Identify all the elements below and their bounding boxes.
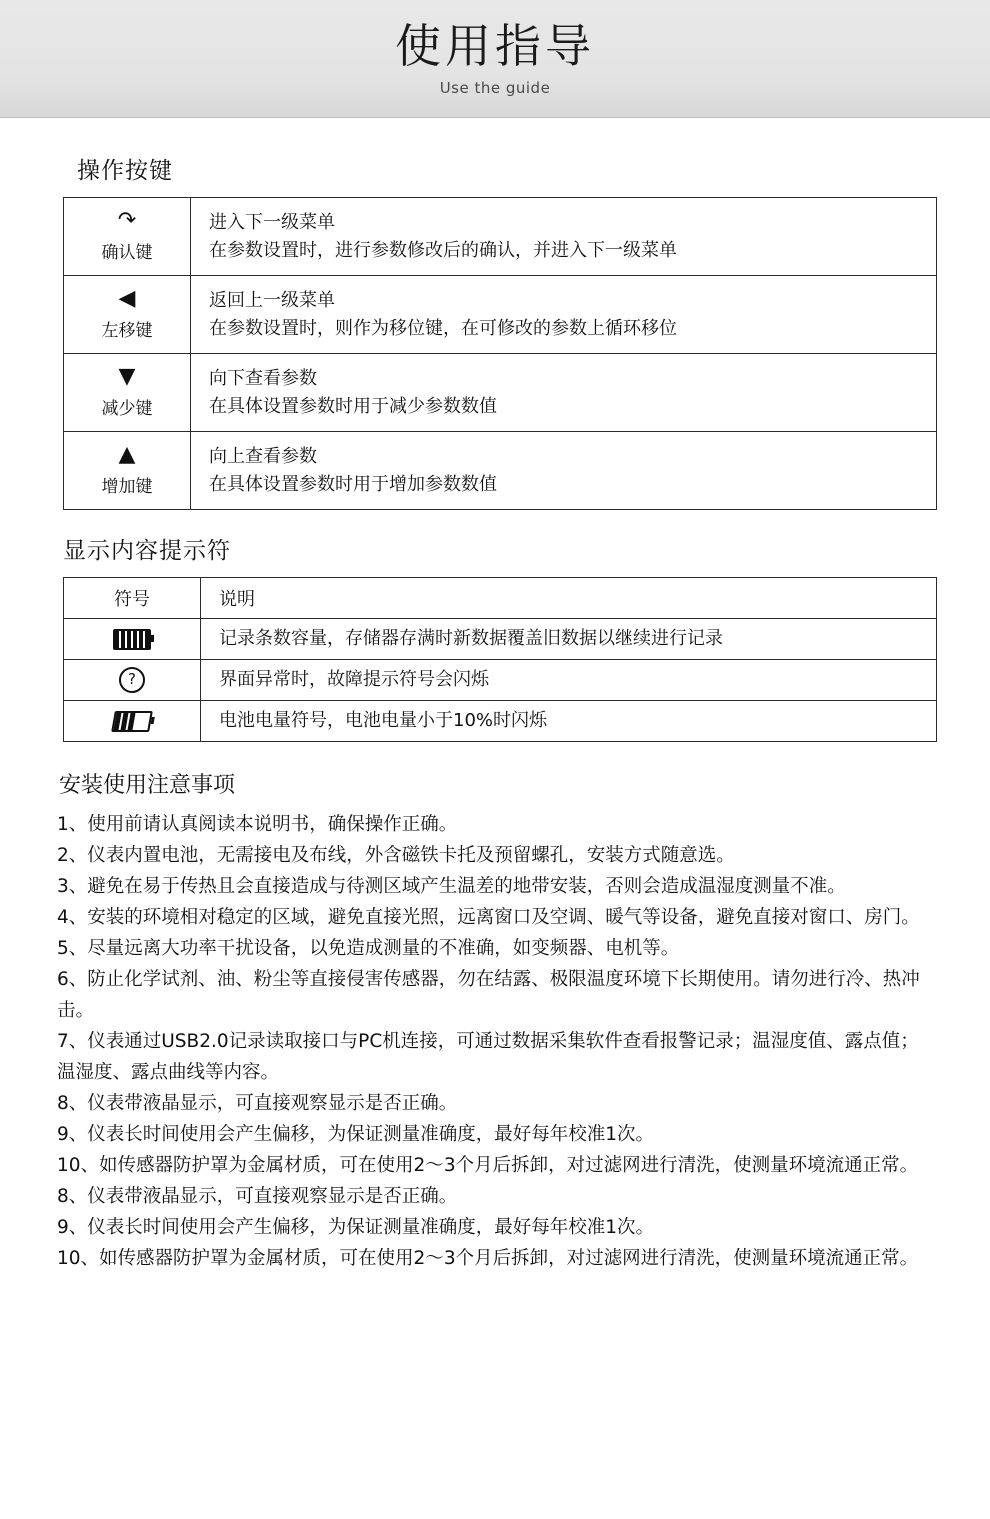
key-cell <box>64 276 191 354</box>
operation-keys-table <box>63 197 937 510</box>
page-title: 使用指导 <box>395 19 595 74</box>
desc-line: 在具体设置参数时用于增加参数数值 <box>209 473 497 495</box>
section-title-symbols: 显示内容提示符 <box>63 538 231 564</box>
key-label: 减少键 <box>101 399 153 419</box>
key-description <box>191 276 937 354</box>
list-item: 4、安装的环境相对稳定的区域，避免直接光照，远离窗口及空调、暖气等设备，避免直接对窗口、房门。 <box>57 907 920 928</box>
symbol-description: 记录条数容量，存储器存满时新数据覆盖旧数据以继续进行记录 <box>201 619 937 660</box>
table-row <box>64 660 937 701</box>
list-item: 3、避免在易于传热且会直接造成与待测区域产生温差的地带安装，否则会造成温湿度测量不准。 <box>57 876 846 897</box>
table-row <box>64 701 937 742</box>
list-item: 9、仪表长时间使用会产生偏移，为保证测量准确度，最好每年校准1次。 <box>57 1217 655 1238</box>
symbol-cell <box>64 660 201 701</box>
list-item: 10、如传感器防护罩为金属材质，可在使用2～3个月后拆卸，对过滤网进行清洗，使测量环境流通正常。 <box>57 1155 919 1176</box>
key-label: 增加键 <box>101 477 153 497</box>
key-description <box>191 198 937 276</box>
desc-line: 在参数设置时，进行参数修改后的确认，并进入下一级菜单 <box>209 239 677 261</box>
desc-line: 进入下一级菜单 <box>209 211 335 233</box>
table-row <box>64 198 937 276</box>
list-item: 8、仪表带液晶显示，可直接观察显示是否正确。 <box>57 1093 458 1114</box>
list-item: 9、仪表长时间使用会产生偏移，为保证测量准确度，最好每年校准1次。 <box>57 1124 655 1145</box>
key-label: 确认键 <box>101 243 153 263</box>
list-item: 6、防止化学试剂、油、粉尘等直接侵害传感器，勿在结露、极限温度环境下长期使用。请勿进行冷、热冲击。 <box>57 969 920 1021</box>
table-row <box>64 354 937 432</box>
list-item: 1、使用前请认真阅读本说明书，确保操作正确。 <box>57 814 458 835</box>
table-row <box>64 619 937 660</box>
list-item: 5、尽量远离大功率干扰设备，以免造成测量的不准确，如变频器、电机等。 <box>57 938 680 959</box>
section-title-notes: 安装使用注意事项 <box>59 773 236 798</box>
page-content <box>0 118 990 1314</box>
desc-line: 向下查看参数 <box>209 367 317 389</box>
page-subtitle: Use the guide <box>439 78 551 97</box>
list-item: 7、仪表通过USB2.0记录读取接口与PC机连接，可通过数据采集软件查看报警记录；温湿度值、露点值；温湿度、露点曲线等内容。 <box>57 1031 919 1083</box>
list-item: 10、如传感器防护罩为金属材质，可在使用2～3个月后拆卸，对过滤网进行清洗，使测量环境流通正常。 <box>57 1248 919 1269</box>
key-cell <box>64 354 191 432</box>
desc-line: 在参数设置时，则作为移位键，在可修改的参数上循环移位 <box>209 317 677 339</box>
key-label: 左移键 <box>101 321 153 341</box>
left-arrow-icon: ◀ <box>118 286 136 311</box>
notes-list <box>57 809 935 1274</box>
symbol-description: 界面异常时，故障提示符号会闪烁 <box>201 660 937 701</box>
battery-icon <box>111 711 153 732</box>
column-header-description: 说明 <box>201 578 937 619</box>
memory-full-icon <box>113 629 151 650</box>
desc-line: 在具体设置参数时用于减少参数数值 <box>209 395 497 417</box>
symbol-description: 电池电量符号，电池电量小于10%时闪烁 <box>201 701 937 742</box>
enter-loop-icon: ↷ <box>117 208 137 233</box>
table-header-row <box>64 578 937 619</box>
key-description <box>191 354 937 432</box>
page-header <box>0 0 990 118</box>
desc-line: 向上查看参数 <box>209 445 317 467</box>
key-cell <box>64 432 191 510</box>
column-header-symbol: 符号 <box>64 578 201 619</box>
key-description <box>191 432 937 510</box>
desc-line: 返回上一级菜单 <box>209 289 335 311</box>
table-row <box>64 276 937 354</box>
list-item: 2、仪表内置电池，无需接电及布线，外含磁铁卡托及预留螺孔，安装方式随意选。 <box>57 845 735 866</box>
section-title-keys: 操作按键 <box>77 158 173 184</box>
up-arrow-icon: ▲ <box>118 442 136 467</box>
list-item: 8、仪表带液晶显示，可直接观察显示是否正确。 <box>57 1186 458 1207</box>
question-mark-icon: ? <box>119 667 145 693</box>
table-row <box>64 432 937 510</box>
symbol-cell <box>64 619 201 660</box>
down-arrow-icon: ▼ <box>118 364 136 389</box>
key-cell <box>64 198 191 276</box>
symbol-cell <box>64 701 201 742</box>
display-symbols-table <box>63 577 937 742</box>
